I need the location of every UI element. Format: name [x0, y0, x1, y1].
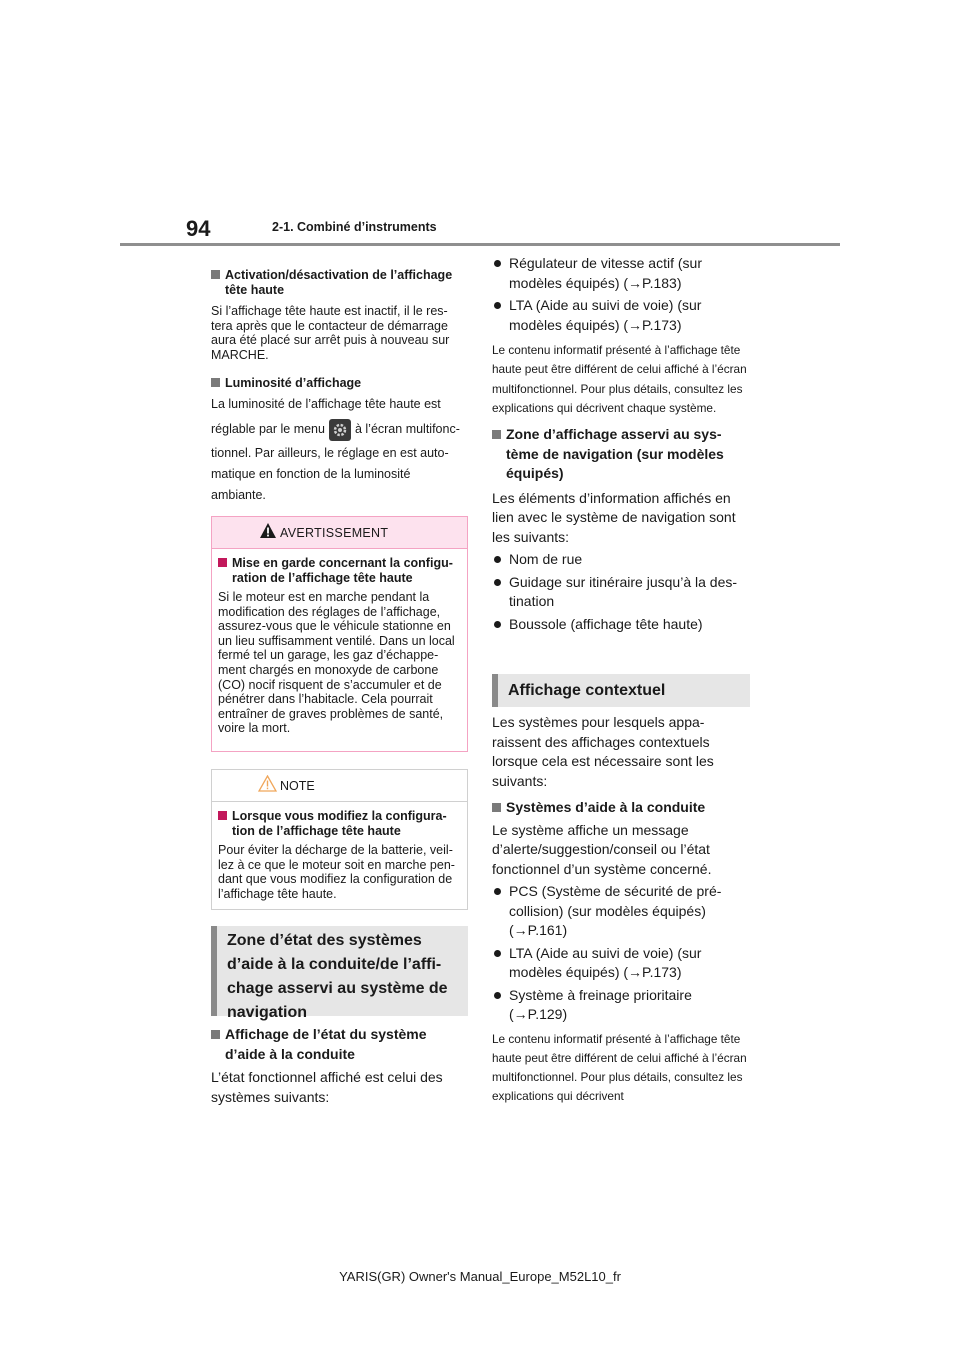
- list-item: Système à freinage prioritaire (→P.129): [492, 986, 750, 1025]
- square-bullet-icon: [211, 1030, 220, 1039]
- warning-text: Si le moteur est en marche pendant la modification des réglages de l’affichage, assurez-vous que le véhicule stationne en un lieu suffisamment ventilé. Dans un local fermé tel un garage, les gaz d’échappe-ment chargés en monoxyde de carbone (CO) nocif risquent de s’accumuler et de pénétrer dans l’habitacle. Cela pourrait entraîner de graves problèmes de santé, voire la mort.: [218, 590, 455, 736]
- note-header: [212, 770, 467, 802]
- warning-header: [212, 517, 467, 549]
- warning-triangle-icon: [259, 522, 277, 539]
- context-text: Les systèmes pour lesquels appa-raissent des affichages contextuels lorsque cela est nécessaire sont les suivants:: [492, 714, 714, 789]
- footer-manual-name: YARIS(GR) Owner's Manual_Europe_M52L10_fr: [339, 1269, 621, 1284]
- note-text: Pour éviter la décharge de la batterie, veil-lez à ce que le moteur soit en marche pen-dant que vous modifiez la configuration de l’affichage tête haute.: [218, 843, 455, 901]
- page-number: 94: [186, 216, 211, 241]
- right-bottom-block: [492, 713, 750, 1107]
- note-box: [211, 769, 468, 910]
- note-triangle-icon: [258, 775, 277, 792]
- info-text-1: Le contenu informatif présenté à l’affichage tête haute peut être différent de celui affiché à l’écran multifonctionnel. Pour plus détails, consultez les explications qui décrivent chaque système.: [492, 343, 747, 415]
- list-item: Régulateur de vitesse actif (sur modèles équipés) (→P.183): [492, 254, 750, 293]
- activation-block: [211, 268, 469, 362]
- list-item: LTA (Aide au suivi de voie) (sur modèles équipés) (→P.173): [492, 944, 750, 983]
- etat-text: L’état fonctionnel affiché est celui des systèmes suivants:: [211, 1069, 443, 1105]
- list-item: Nom de rue: [492, 550, 750, 570]
- square-bullet-icon: [211, 378, 220, 387]
- section-title-zone-etat: Zone d’état des systèmes d’aide à la conduite/de l’affi-chage asservi au système de navigation: [211, 926, 468, 1016]
- activation-text: Si l’affichage tête haute est inactif, il le res-tera après que le contacteur de démarrage aura été placé sur arrêt puis à nouveau sur MARCHE.: [211, 304, 450, 362]
- square-bullet-icon: [218, 558, 227, 567]
- etat-block: [211, 1025, 469, 1107]
- section-title-affichage-contextuel: Affichage contextuel: [492, 674, 750, 707]
- aide-heading: Systèmes d’aide à la conduite: [492, 798, 750, 818]
- activation-heading: Activation/désactivation de l’affichage tête haute: [211, 268, 469, 298]
- chapter-title: 2-1. Combiné d’instruments: [272, 220, 437, 234]
- header-divider: [120, 243, 840, 246]
- luminosite-text: La luminosité de l’affichage tête haute est réglable par le menu à l’écran multifonc- tionnel. Par ailleurs, le réglage en est auto- matique en fonction de la luminosité ambiante.: [211, 397, 460, 502]
- list-item: PCS (Système de sécurité de pré-collision) (sur modèles équipés) (→P.161): [492, 882, 750, 941]
- etat-heading: Affichage de l’état du système d’aide à la conduite: [211, 1025, 469, 1064]
- settings-gear-icon: [329, 419, 351, 441]
- nav-heading: Zone d’affichage asservi au sys-tème de navigation (sur modèles équipés): [492, 425, 750, 484]
- square-bullet-icon: [211, 270, 220, 279]
- list-item: Guidage sur itinéraire jusqu’à la des-tination: [492, 573, 750, 612]
- list-item: LTA (Aide au suivi de voie) (sur modèles équipés) (→P.173): [492, 296, 750, 335]
- nav-text: Les éléments d’information affichés en lien avec le système de navigation sont les suivants:: [492, 489, 736, 545]
- luminosite-block: [211, 376, 469, 506]
- square-bullet-icon: [492, 430, 501, 439]
- warning-heading: Mise en garde concernant la configu-ration de l’affichage tête haute: [218, 556, 463, 586]
- right-top-block: [492, 254, 750, 634]
- square-bullet-icon: [218, 811, 227, 820]
- note-title: NOTE: [280, 779, 315, 793]
- note-heading: Lorsque vous modifiez la configura-tion de l’affichage tête haute: [218, 809, 463, 839]
- luminosite-heading: Luminosité d’affichage: [211, 376, 469, 391]
- warning-title: AVERTISSEMENT: [280, 526, 389, 540]
- warning-box: [211, 516, 468, 752]
- list-item: Boussole (affichage tête haute): [492, 615, 750, 635]
- aide-text: Le système affiche un message d’alerte/suggestion/conseil ou l’état fonctionnel d’un système concerné.: [492, 821, 712, 877]
- square-bullet-icon: [492, 803, 501, 812]
- info-text-2: Le contenu informatif présenté à l’affichage tête haute peut être différent de celui affiché à l’écran multifonctionnel. Pour plus détails, consultez les explications qui décrivent: [492, 1031, 747, 1104]
